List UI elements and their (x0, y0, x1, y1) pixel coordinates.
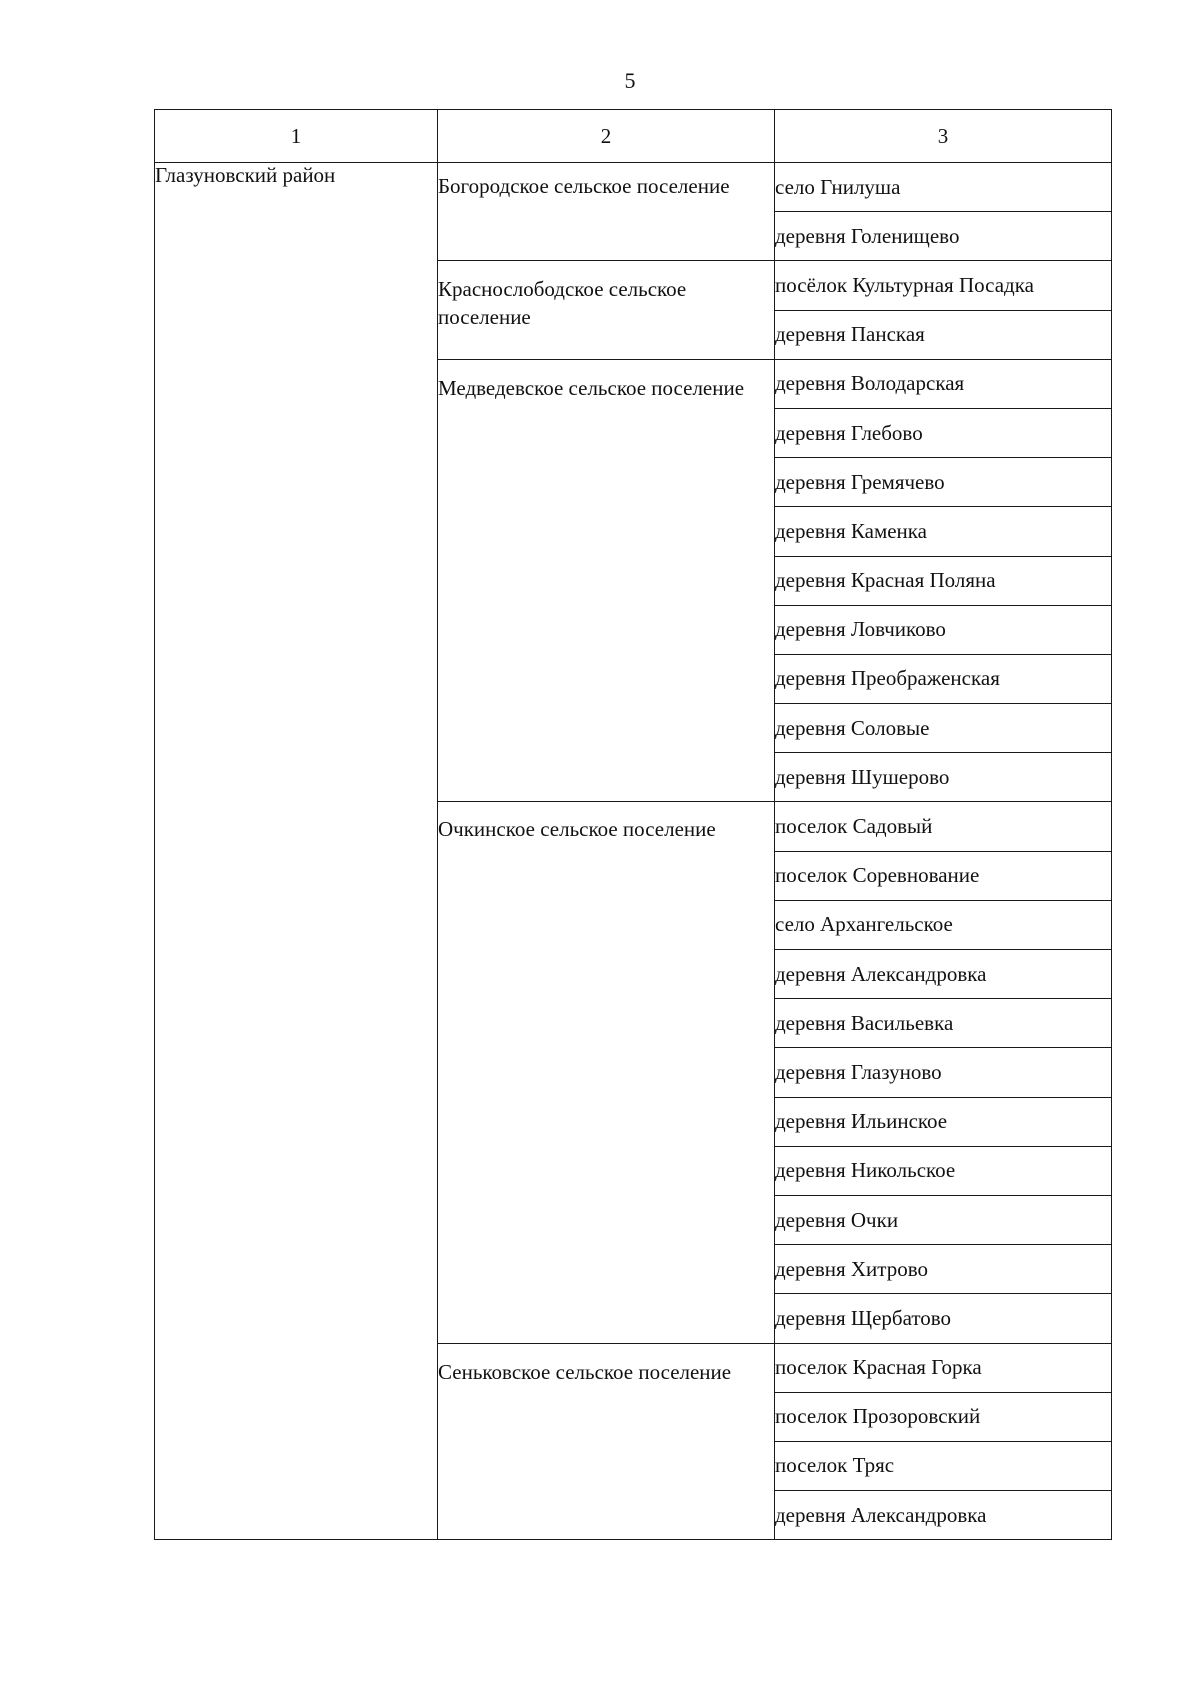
locality-cell: деревня Александровка (775, 1491, 1112, 1540)
table-row (155, 163, 1112, 212)
locality-cell: деревня Васильевка (775, 999, 1112, 1048)
table-body (155, 163, 1112, 1540)
locality-cell: деревня Глазуново (775, 1048, 1112, 1097)
settlements-table (154, 109, 1112, 1540)
settlement-cell: Медведевское сельское поселение (438, 359, 775, 802)
settlement-cell: Богородское сельское поселение (438, 163, 775, 261)
locality-cell: поселок Красная Горка (775, 1343, 1112, 1392)
column-header-2: 2 (438, 110, 775, 163)
locality-cell: поселок Соревнование (775, 851, 1112, 900)
locality-cell: деревня Панская (775, 310, 1112, 359)
locality-cell: деревня Каменка (775, 507, 1112, 556)
locality-cell: деревня Красная Поляна (775, 556, 1112, 605)
locality-cell: поселок Садовый (775, 802, 1112, 851)
locality-cell: деревня Ловчиково (775, 605, 1112, 654)
locality-cell: деревня Хитрово (775, 1245, 1112, 1294)
locality-cell: деревня Володарская (775, 359, 1112, 408)
locality-cell: поселок Прозоровский (775, 1392, 1112, 1441)
locality-cell: деревня Очки (775, 1195, 1112, 1244)
column-header-1: 1 (155, 110, 438, 163)
settlement-cell: Очкинское сельское поселение (438, 802, 775, 1343)
locality-cell: село Архангельское (775, 900, 1112, 949)
locality-cell: деревня Шушерово (775, 753, 1112, 802)
locality-cell: деревня Щербатово (775, 1294, 1112, 1343)
locality-cell: деревня Александровка (775, 950, 1112, 999)
locality-cell: село Гнилуша (775, 163, 1112, 212)
locality-cell: поселок Тряс (775, 1441, 1112, 1490)
page-number: 5 (624, 68, 636, 93)
district-cell: Глазуновский район (155, 163, 438, 1540)
settlement-cell: Краснослободское сельское поселение (438, 261, 775, 359)
table-header-row (155, 110, 1112, 163)
locality-cell: деревня Ильинское (775, 1097, 1112, 1146)
locality-cell: деревня Гремячево (775, 458, 1112, 507)
settlement-cell: Сеньковское сельское поселение (438, 1343, 775, 1540)
locality-cell: деревня Соловые (775, 704, 1112, 753)
locality-cell: деревня Никольское (775, 1146, 1112, 1195)
locality-cell: деревня Глебово (775, 408, 1112, 457)
column-header-3: 3 (775, 110, 1112, 163)
locality-cell: деревня Преображенская (775, 654, 1112, 703)
locality-cell: деревня Голенищево (775, 212, 1112, 261)
locality-cell: посёлок Культурная Посадка (775, 261, 1112, 310)
